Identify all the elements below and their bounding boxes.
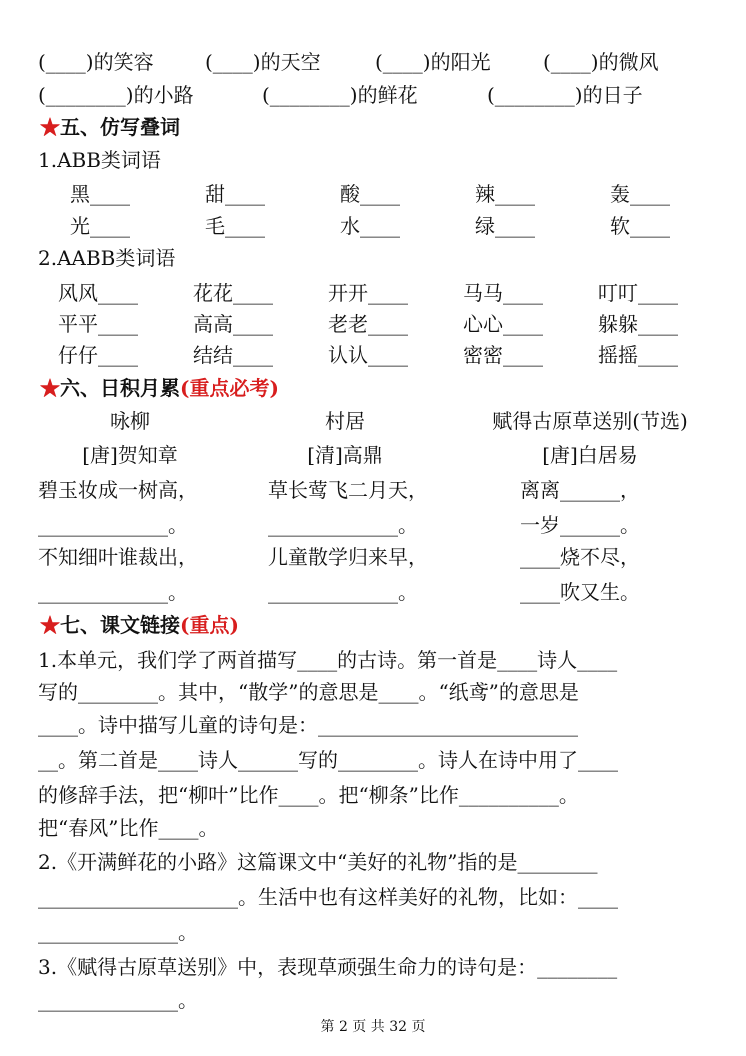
poem-line: 草长莺飞二月天， bbox=[268, 478, 428, 502]
question-line: 的修辞手法，把“柳叶”比作____。把“柳条”比作__________。 bbox=[38, 783, 579, 807]
aabb-item: 高高____ bbox=[193, 312, 273, 336]
aabb-item: 密密____ bbox=[463, 343, 543, 367]
aabb-item: 马马____ bbox=[463, 281, 543, 305]
poem-author: [清]高鼎 bbox=[307, 443, 383, 467]
question-line: __。第二首是____诗人______写的________。诗人在诗中用了____ bbox=[38, 748, 618, 772]
section-title: 五、仿写叠词 bbox=[60, 115, 180, 139]
question-line: ____。诗中描写儿童的诗句是：__________________________ bbox=[38, 713, 578, 737]
abb-item: 绿____ bbox=[475, 214, 535, 238]
section-heading-5 bbox=[40, 114, 180, 140]
poem-line: ____吹又生。 bbox=[520, 580, 640, 604]
question-line: 写的________。其中，“散学”的意思是____。“纸鸢”的意思是 bbox=[38, 680, 579, 704]
question-line: 3.《赋得古原草送别》中，表现草顽强生命力的诗句是：________ bbox=[38, 955, 618, 979]
abb-item: 酸____ bbox=[340, 182, 400, 206]
aabb-item: 花花____ bbox=[193, 281, 273, 305]
aabb-item: 老老____ bbox=[328, 312, 408, 336]
fill-phrase: (____)的阳光 bbox=[375, 50, 491, 74]
question-line: ______________。 bbox=[38, 920, 198, 944]
aabb-item: 心心____ bbox=[463, 312, 543, 336]
abb-item: 毛____ bbox=[205, 214, 265, 238]
aabb-item: 叮叮____ bbox=[598, 281, 678, 305]
section-tag: (重点必考) bbox=[180, 376, 279, 400]
question-line: 1.本单元，我们学了两首描写____的古诗。第一首是____诗人____ bbox=[38, 648, 618, 672]
question-line: 把“春风”比作____。 bbox=[38, 816, 219, 840]
fill-phrase: (________)的小路 bbox=[38, 83, 194, 107]
fill-phrase: (________)的日子 bbox=[487, 83, 643, 107]
section-title: 六、日积月累 bbox=[60, 376, 180, 400]
abb-item: 水____ bbox=[340, 214, 400, 238]
abb-item: 辣____ bbox=[475, 182, 535, 206]
subheading-abb: 1.ABB类词语 bbox=[38, 148, 161, 172]
poem-line: _____________。 bbox=[38, 513, 188, 537]
fill-phrase: (____)的天空 bbox=[205, 50, 321, 74]
poem-line: 碧玉妆成一树高， bbox=[38, 478, 198, 502]
question-line: ______________。 bbox=[38, 988, 198, 1012]
aabb-item: 风风____ bbox=[58, 281, 138, 305]
poem-author: [唐]贺知章 bbox=[82, 443, 178, 467]
fill-phrase: (________)的鲜花 bbox=[262, 83, 418, 107]
poem-line: 一岁______。 bbox=[520, 513, 640, 537]
abb-item: 软____ bbox=[610, 214, 670, 238]
section-tag: (重点) bbox=[180, 613, 239, 637]
aabb-item: 摇摇____ bbox=[598, 343, 678, 367]
abb-item: 轰____ bbox=[610, 182, 670, 206]
section-title: 七、课文链接 bbox=[60, 613, 180, 637]
poem-line: 儿童散学归来早， bbox=[268, 545, 428, 569]
fill-phrase: (____)的笑容 bbox=[38, 50, 154, 74]
star-icon: ★ bbox=[40, 115, 60, 139]
aabb-item: 开开____ bbox=[328, 281, 408, 305]
poem-line: ____烧不尽， bbox=[520, 545, 640, 569]
poem-line: 不知细叶谁裁出， bbox=[38, 545, 198, 569]
star-icon: ★ bbox=[40, 613, 60, 637]
poem-title: 赋得古原草送别(节选) bbox=[492, 409, 688, 433]
poem-line: _____________。 bbox=[268, 580, 418, 604]
section-heading-7 bbox=[40, 612, 239, 638]
poem-line: _____________。 bbox=[38, 580, 188, 604]
aabb-item: 躲躲____ bbox=[598, 312, 678, 336]
abb-item: 光____ bbox=[70, 214, 130, 238]
poem-title: 村居 bbox=[325, 409, 365, 433]
abb-item: 黑____ bbox=[70, 182, 130, 206]
poem-author: [唐]白居易 bbox=[542, 443, 638, 467]
star-icon: ★ bbox=[40, 376, 60, 400]
page-footer: 第 2 页 共 32 页 bbox=[320, 1019, 426, 1035]
section-heading-6 bbox=[40, 375, 279, 401]
question-line: ____________________。生活中也有这样美好的礼物，比如：____ bbox=[38, 885, 618, 909]
abb-item: 甜____ bbox=[205, 182, 265, 206]
poem-line: _____________。 bbox=[268, 513, 418, 537]
aabb-item: 仔仔____ bbox=[58, 343, 138, 367]
poem-line: 离离______， bbox=[520, 478, 640, 502]
aabb-item: 认认____ bbox=[328, 343, 408, 367]
fill-phrase: (____)的微风 bbox=[543, 50, 659, 74]
question-line: 2.《开满鲜花的小路》这篇课文中“美好的礼物”指的是________ bbox=[38, 850, 598, 874]
poem-title: 咏柳 bbox=[110, 409, 150, 433]
subheading-aabb: 2.AABB类词语 bbox=[38, 246, 176, 270]
aabb-item: 平平____ bbox=[58, 312, 138, 336]
aabb-item: 结结____ bbox=[193, 343, 273, 367]
